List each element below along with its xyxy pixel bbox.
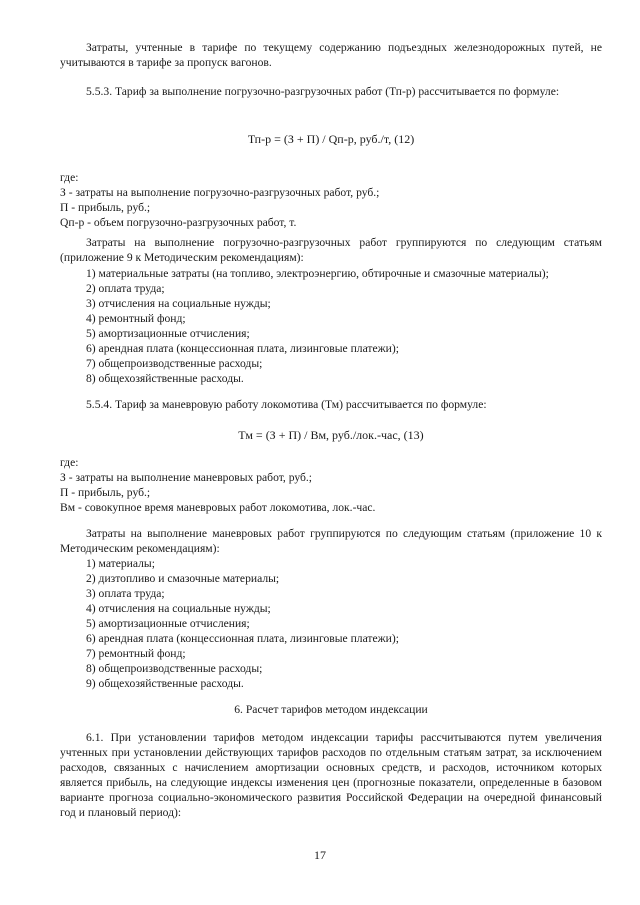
where-item: П - прибыль, руб.; xyxy=(60,201,151,214)
where-item: З - затраты на выполнение погрузочно-разгрузочных работ, руб.; xyxy=(60,186,380,199)
where-label: где: xyxy=(60,456,79,469)
paragraph-shunting-costs: Затраты на выполнение маневровых работ группируются по следующим статьям (приложение 10 к Методическим рекомендациям): xyxy=(60,527,602,555)
list-item: 8) общехозяйственные расходы. xyxy=(86,372,244,385)
list-item: 5) амортизационные отчисления; xyxy=(86,327,250,340)
paragraph-5-5-3: 5.5.3. Тариф за выполнение погрузочно-разгрузочных работ (Тп-р) рассчитывается по формуле: xyxy=(86,85,560,98)
section-6-heading: 6. Расчет тарифов методом индексации xyxy=(234,703,428,716)
where-item: З - затраты на выполнение маневровых работ, руб.; xyxy=(60,471,313,484)
page-number: 17 xyxy=(314,848,326,862)
cost-list-loading xyxy=(60,266,602,386)
list-item: 3) отчисления на социальные нужды; xyxy=(86,297,271,310)
list-item: 4) ремонтный фонд; xyxy=(86,312,186,325)
list-item: 9) общехозяйственные расходы. xyxy=(86,677,244,690)
list-item: 1) материалы; xyxy=(86,557,155,570)
paragraph-loading-costs: Затраты на выполнение погрузочно-разгрузочных работ группируются по следующим статьям (приложение 9 к Методическим рекомендациям): xyxy=(60,236,602,264)
paragraph-5-5-4: 5.5.4. Тариф за маневровую работу локомотива (Тм) рассчитывается по формуле: xyxy=(86,398,487,411)
list-item: 7) общепроизводственные расходы; xyxy=(86,357,263,370)
formula-12: Тп-р = (З + П) / Qп-р, руб./т, (12) xyxy=(247,132,415,146)
formula-13: Тм = (З + П) / Вм, руб./лок.-час, (13) xyxy=(238,428,424,442)
list-item: 4) отчисления на социальные нужды; xyxy=(86,602,271,615)
list-item: 3) оплата труда; xyxy=(86,587,165,600)
where-item: П - прибыль, руб.; xyxy=(60,486,151,499)
paragraph-6-1: 6.1. При установлении тарифов методом индексации тарифы рассчитываются путем увеличения учтенных при установлении действующих тарифов расходов по отдельным статьям затрат, за исключением расходов, связанных с начислением амортизации основных средств, и расходов, источником которых является прибыль, на следующие индексы изменения цен (прогнозные показатели, определенные в базовом варианте прогноза социально-экономического развития Российской Федерации на очередной финансовый год и плановый период): xyxy=(60,731,602,819)
list-item: 7) ремонтный фонд; xyxy=(86,647,186,660)
list-item: 6) арендная плата (концессионная плата, лизинговые платежи); xyxy=(86,342,399,355)
where-block-1 xyxy=(60,170,602,230)
where-block-2 xyxy=(60,455,602,515)
list-item: 1) материальные затраты (на топливо, электроэнергию, обтирочные и смазочные материалы); xyxy=(86,267,549,280)
list-item: 5) амортизационные отчисления; xyxy=(86,617,250,630)
where-label: где: xyxy=(60,171,79,184)
list-item: 2) оплата труда; xyxy=(86,282,165,295)
paragraph-tariff-costs: Затраты, учтенные в тарифе по текущему содержанию подъездных железнодорожных путей, не учитываются в тарифе за пропуск вагонов. xyxy=(60,41,602,69)
list-item: 8) общепроизводственные расходы; xyxy=(86,662,263,675)
where-item: Вм - совокупное время маневровых работ локомотива, лок.-час. xyxy=(60,501,376,514)
list-item: 2) дизтопливо и смазочные материалы; xyxy=(86,572,280,585)
list-item: 6) арендная плата (концессионная плата, лизинговые платежи); xyxy=(86,632,399,645)
where-item: Qп-р - объем погрузочно-разгрузочных работ, т. xyxy=(60,216,297,229)
cost-list-shunting xyxy=(60,556,602,691)
